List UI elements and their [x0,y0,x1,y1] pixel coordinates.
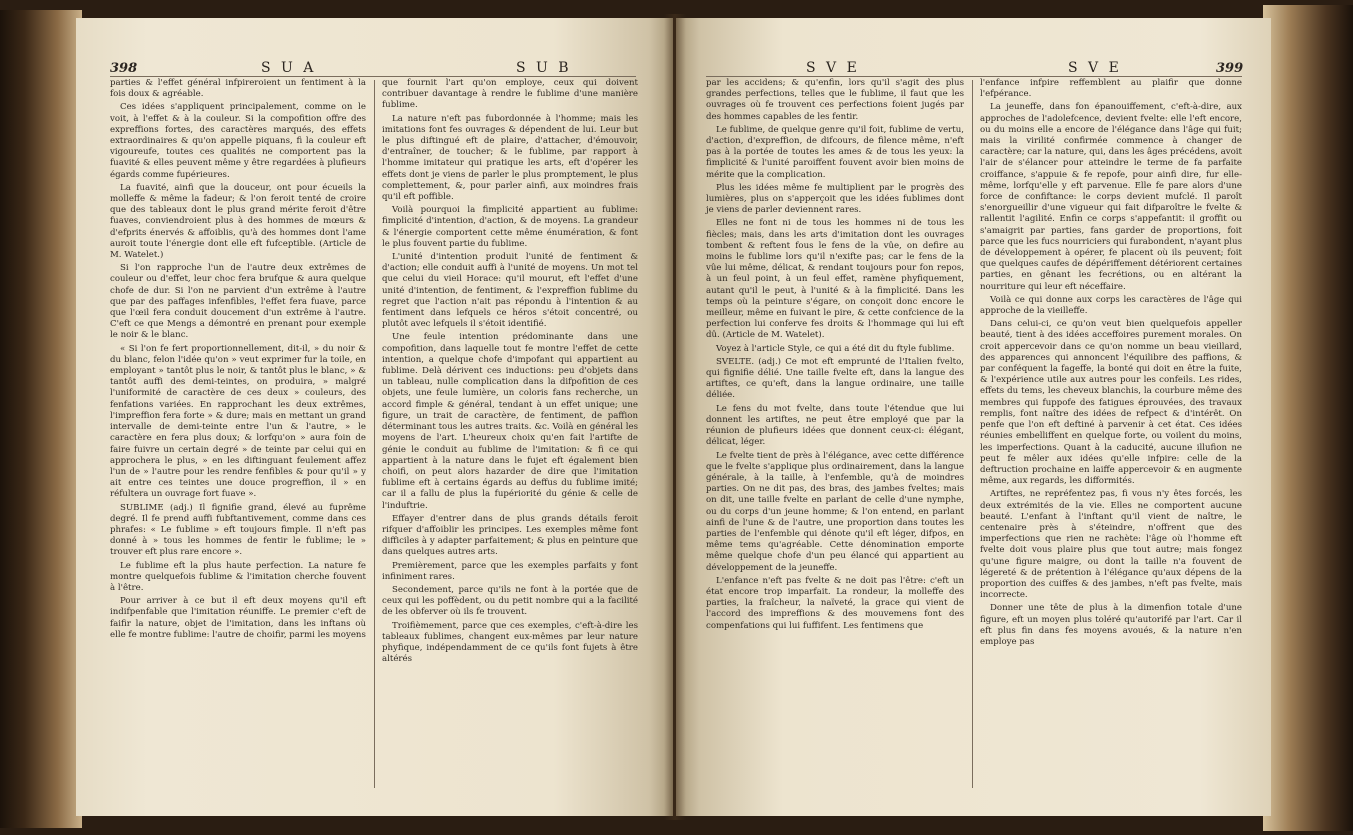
right-page-edges [1263,5,1353,831]
paragraph: Artiftes, ne repréfentez pas, fi vous n'y êtes forcés, les deux extrémités de la vie. Elles ne comportent aucune beauté. L'enfant à l'inftant qu'il vient de naître, le centenaire près à s'éteindre, n'offrent que des imperfections que rien ne rachète: l'âge où l'homme eft fvelte doit vous plaire plus que tout autre; mais fongez qu'une figure maigre, ou dont la taille n'a fouvent de légereté & de prétention à l'élégance qu'aux dépens de la proportion des cuiffes & des jambes, n'eft pas fvelte, mais incorrecte. [980,489,1242,601]
paragraph: Dans celui-ci, ce qu'on veut bien quelquefois appeller beauté, tient à des idées acceffoires purement morales. On croit appercevoir dans ce qu'on nomme un beau vieillard, des apparences qui annoncent l'équilibre des paffions, & par conféquent la fageffe, la bonté qui doit en être la fuite, & l'expérience utile aux autres pour les confeils. Les rides, effets du tems, les cheveux blanchis, la courbure même des membres qui fuppofe des fatigues éprouvées, des travaux remplis, font naître des idées de refpect & d'intérêt. On penfe que l'on eft deftiné à parvenir à cet état. Ces idées réunies embelliffent en quelque forte, ou voilent du moins, les imperfections. Quant à la caducité, aucune illufion ne peut fe mêler aux idées qu'elle infpire: celle de la deftruction prochaine en laiffe appercevoir & en augmente même, aux regards, les difformités. [980,319,1242,487]
left-page-edges [0,10,82,828]
paragraph: Premièrement, parce que les exemples parfaits y font infiniment rares. [382,560,638,582]
running-head-right: S V E [1068,60,1122,76]
paragraph: SUBLIME (adj.) Il fignifie grand, élevé au fuprême degré. Il fe prend auffi fubftantivement, comme dans ces phrafes: « Le fublime » eft toujours fimple. Il n'eft pas donné à » tous les hommes de fentir le fublime; le » trouver eft plus rare encore ». [110,502,366,558]
right-page-column-1 [706,78,964,634]
paragraph: L'enfance n'eft pas fvelte & ne doit pas l'être: c'eft un état encore trop imparfait. La rondeur, la molleffe des parties, la fraîcheur, la naïveté, la grace qui vient de l'accord des impreffions & des mouvemens font des compenfations qui lui fuffifent. Les fentimens que [706,575,964,631]
running-head-left: S U A [261,60,317,76]
left-page [76,18,673,816]
running-head-left-mid: S U B [516,60,572,76]
page-number-right: 399 [1216,61,1244,76]
paragraph: Le fvelte tient de près à l'élégance, avec cette différence que le fvelte s'applique plus ordinairement, dans la langue générale, à la taille, à l'enfemble, qu'à de moindres parties. On ne dit pas, des bras, des jambes fveltes; mais on dit, une taille fvelte en parlant de celle d'une nymphe, ou du corps d'un jeune homme; & l'on entend, en parlant ainfi de l'une & de l'autre, une proportion dans toutes les parties de l'enfemble qui dénote qu'il eft léger, difpos, en même tems qu'agréable. Cette dénomination emporte même quelque chofe d'un peu élancé qui appartient au développement de la jeuneffe. [706,450,964,573]
paragraph: Pour arriver à ce but il eft deux moyens qu'il eft indifpenfable que l'imitation réuniffe. Le premier c'eft de faifir la nature, objet de l'imitation, dans les inftans où elle fe montre fublime: l'autre de choifir, parmi les moyens [110,596,366,640]
book-gutter [664,14,686,820]
paragraph: Le fublime eft la plus haute perfection. La nature fe montre quelquefois fublime & l'imitation cherche fouvent à l'être. [110,560,366,593]
running-head-right-mid: S V E [806,60,860,76]
page-number-left: 398 [110,61,138,76]
paragraph: Donner une tête de plus à la dimenfion totale d'une figure, eft un moyen plus toléré qu'autorifé par l'art. Car il eft plus fin dans fes moyens avoués, & la nature n'en employe pas [980,603,1242,647]
paragraph: Le fens du mot fvelte, dans toute l'étendue que lui donnent les artiftes, ne peut être employé que par la réunion de plufieurs idées que donnent ceux-ci: élégant, délicat, léger. [706,403,964,448]
left-page-number-row [110,60,137,76]
paragraph: Troifièmement, parce que ces exemples, c'eft-à-dire les tableaux fublimes, changent eux-mêmes par leur nature phyfique, indépendamment de ce qu'ils font fujets à être altérés [382,620,638,665]
paragraph: l'enfance infpire reffemblent au plaifir que donne l'efpérance. [980,78,1242,100]
header-rule-left [110,76,636,77]
left-page-column-1 [110,78,366,643]
paragraph: Effayer d'entrer dans de plus grands détails feroit rifquer d'affoiblir les principes. Les exemples même font difficiles à y adapter parfaitement; & plus en peinture que dans quelques autres arts. [382,513,638,558]
column-divider-right [972,80,973,788]
paragraph: parties & l'effet général infpireroient un fentiment à la fois doux & agréable. [110,78,366,100]
right-page-column-2 [980,78,1242,650]
paragraph: « Si l'on fe fert proportionnellement, dit-il, » du noir & du blanc, felon l'idée qu'on » veut exprimer fur la toile, en employant » tantôt plus le noir, & tantôt plus le blanc, » & tantôt auffi des demi-teintes, on produira, » malgré l'uniformité de caractère de ces deux » couleurs, des fenfations variées. En rapprochant les deux extrêmes, l'impreffion fera forte » & dure; mais en mettant un grand intervalle de demi-teinte entre l'un & l'autre, » le caractère en fera plus doux; & lorfqu'on » aura foin de faire fuivre un certain degré » de teinte par celui qui en approchera le plus, » en les diftinguant feulement affez l'un de » l'autre pour les rendre fenfibles & pour qu'il » y ait entre ces teintes une douce progreffion, il » en réfultera un ouvrage fort fuave ». [110,343,366,500]
paragraph: Ces idées s'appliquent principalement, comme on le voit, à l'effet & à la couleur. Si la compofition offre des expreffions fortes, des caractères marqués, des effets extraordinaires & qu'on appelle piquans, fi la couleur eft vigoureufe, toutes ces qualités ne comportent pas la fuavité & elles peuvent même y être regardées à plufieurs égards comme fupérieures. [110,102,366,180]
paragraph: La jeuneffe, dans fon épanouiffement, c'eft-à-dire, aux approches de l'adolefcence, devient fvelte: elle l'eft encore, ou du moins elle a encore de l'élégance dans l'âge qui fuit; mais la virilité confirmée commence à changer de caractère; car la nature, qui, dans les âges précédens, avoit l'air de s'élancer pour atteindre le terme de fa parfaite croiffance, s'appuie & fe repofe, pour ainfi dire, fur elle-même, lorfqu'elle y eft parvenue. Elle fe pare alors d'une force de confiftance: le corps devient mufclé. Il paroît s'enorgueillir d'une vigueur qui fait difparoître le fvelte & rallentit l'agilité. Enfin ce corps s'appefantit: il groffit ou s'amaigrit par parties, fans garder de proportions, foit parce que les fucs nourriciers qui furabondent, n'ayant plus de développement à opérer, fe placent où ils peuvent; foit que quelques caufes de dépériffement détériorent certaines parties, en gênant les fecrétions, ou en altérant la nourriture qui leur eft néceffaire. [980,102,1242,292]
paragraph: Voilà pourquoi la fimplicité appartient au fublime: fimplicité d'intention, d'action, & de moyens. La grandeur & l'énergie comportent cette même énumération, & font le plus fouvent partie du fublime. [382,205,638,249]
paragraph: Secondement, parce qu'ils ne font à la portée que de ceux qui les poffèdent, ou du petit nombre qui a la facilité de les obferver où ils fe trouvent. [382,584,638,618]
paragraph: Voilà ce qui donne aux corps les caractères de l'âge qui approche de la vieilleffe. [980,294,1242,317]
paragraph: que fournit l'art qu'on employe, ceux qui doivent contribuer davantage à rendre le fublime d'une manière fublime. [382,78,638,111]
header-rule-right [706,76,1242,77]
right-page [676,18,1271,816]
column-divider-left [374,80,375,788]
paragraph: par les accidens; & qu'enfin, lors qu'il s'agit des plus grandes perfections, telles que le fublime, il faut que les ouvrages où fe trouvent ces perfections foient jugés par des hommes capables de les fentir. [706,78,964,122]
paragraph: Plus les idées même fe multiplient par le progrès des lumières, plus on s'apperçoit que les idées fublimes dont je viens de parler deviennent rares. [706,182,964,216]
paragraph: Voyez à l'article Style, ce qui a été dit du ftyle fublime. [716,343,955,354]
paragraph: SVELTE. (adj.) Ce mot eft emprunté de l'Italien fvelto, qui fignifie délié. Une taille fvelte eft, dans la langue des artiftes, ce qu'eft, dans la langue ordinaire, une taille déliée. [706,356,964,401]
paragraph: Le fublime, de quelque genre qu'il foit, fublime de vertu, d'action, d'expreffion, de difcours, de filence même, n'eft pas à la portée de toutes les ames & de tous les yeux: la fimplicité & l'unité paroiffent fouvent avoir bien moins de mérite que la complication. [706,124,964,180]
paragraph: La fuavité, ainfi que la douceur, ont pour écueils la molleffe & même la fadeur; & l'on feroit tenté de croire que des tableaux dont le plus grand mérite feroit d'être fuaves, conviendroient plus à des hommes de mœurs & d'efprits énervés & affoiblis, qu'à des hommes dont l'ame auroit toute l'énergie dont elle eft fufceptible. (Article de M. Watelet.) [110,182,366,261]
paragraph: Si l'on rapproche l'un de l'autre deux extrêmes de couleur ou d'effet, leur choc fera brufque & aura quelque chofe de dur. Si l'on ne parvient d'un extrême à l'autre que par des paffages infenfibles, l'effet fera fuave, parce que l'œil fera conduit doucement d'un extrême à l'autre. C'eft ce que Mengs a démontré en prenant pour exemple le noir & le blanc. [110,263,366,341]
left-page-column-2 [382,78,638,667]
paragraph: Une feule intention prédominante dans une compofition, dans laquelle tout fe montre l'effet de cette intention, a quelque chofe d'impofant qui appartient au fublime. Delà dérivent ces inductions: peu d'objets dans un tableau, nulle complication dans la difpofition de ces objets, une feule lumière, un coloris fans recherche, un accord fimple & général, tendant à un effet unique; une figure, un trait de caractère, de fentiment, de paffion déterminant tous les autres traits. &c. Voilà en général les moyens de l'art. L'heureux choix qu'en fait l'artifte de génie le conduit au fublime de l'imitation: & fi ce qui appartient à la nature dans le fujet eft également bien choifi, on peut alors hazarder de dire que l'imitation fublime eft à certains égards au deffus du fublime imité; car il a fallu de plus la fupériorité du génie & celle de l'induftrie. [382,332,638,511]
paragraph: L'unité d'intention produit l'unité de fentiment & d'action; elle conduit auffi à l'unité de moyens. Un mot tel que celui du vieil Horace: qu'il mourut, eft l'effet d'une unité d'intention, de fentiment, & l'expreffion fublime du regret que l'action n'ait pas répondu à l'intention & au fentiment dans lefquels ce héros s'étoit concentré, ou plutôt avec lefquels il s'étoit identifié. [382,252,638,330]
paragraph: Elles ne font ni de tous les hommes ni de tous les fiècles; mais, dans les arts d'imitation dont les ouvrages tombent & reftent fous le fens de la vûe, on defire au moins le fublime lors qu'il n'exifte pas; car le fens de la vûe lui même, délicat, & rendant toujours pour fon repos, à un feul point, à un feul effet, ramène phyfiquement, autant qu'il le peut, à l'unité & à la fimplicité. Dans les temps où la peinture s'égare, on conçoit donc encore le meilleur, même en fuivant le pire, & cette confcience de la perfection lui conferve fes droits & l'hommage qui lui eft dû. (Article de M. Watelet). [706,218,964,341]
paragraph: La nature n'eft pas fubordonnée à l'homme; mais les imitations font fes ouvrages & dépendent de lui. Leur but le plus diftingué eft de plaire, d'attacher, d'émouvoir, d'entraîner, de toucher; & le fublime, par rapport à l'homme imitateur qui pratique les arts, eft d'opérer les effets dont je viens de parler le plus promptement, le plus complettement, &, pour parler ainfi, aux moindres frais qu'il eft poffible. [382,113,638,203]
right-page-number-row [1216,60,1243,76]
